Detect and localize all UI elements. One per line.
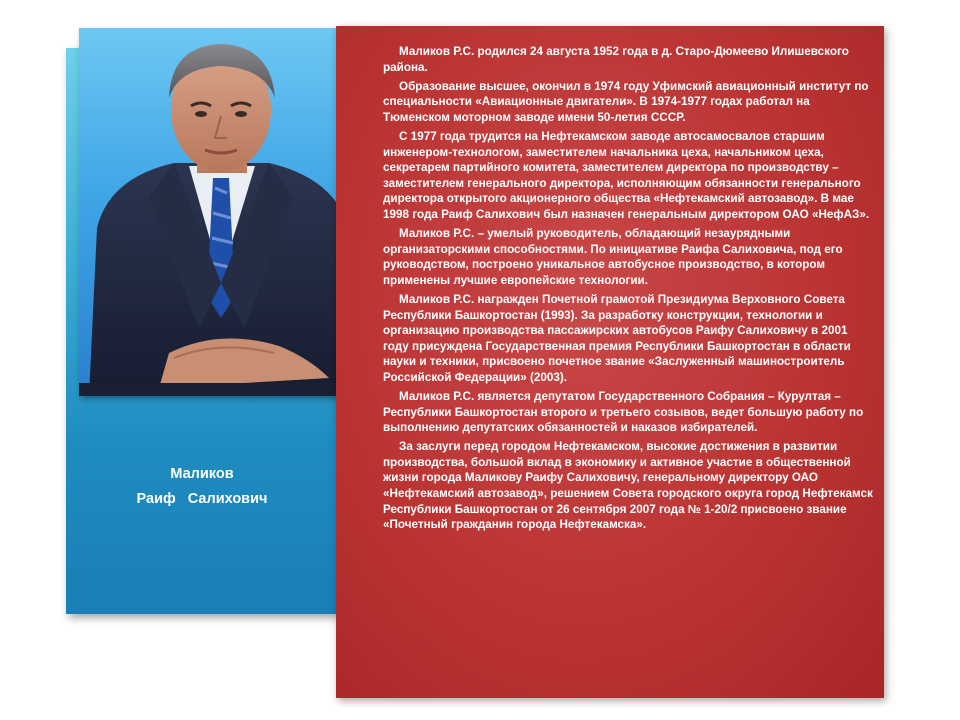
person-given-names: Раиф Салихович [136, 491, 268, 507]
bio-paragraph-7: За заслуги перед городом Нефтекамском, высокие достижения в развитии производства, большой вклад в экономику и активное участие в общественной жизни города Маликову Раифу Салиховичу, генеральному директору ОАО «Нефтекамский автозавод», решением Совета городского округа город Нефтекамск Республики Башкортостан от 26 сентября 2007 года № 1-20/2 присвоено звание «Почетный гражданин города Нефтекамска». [383, 440, 873, 532]
person-surname: Маликов [170, 466, 234, 482]
person-name [66, 462, 338, 512]
bio-paragraph-6: Маликов Р.С. является депутатом Государственного Собрания – Курултая – Республики Башкортостан второго и третьего созывов, ведет большую работу по выполнению депутатских обязанностей и наказов избирателей. [383, 389, 864, 435]
bio-paragraph-2: Образование высшее, окончил в 1974 году Уфимский авиационный институт по специальности «Авиационные двигатели». В 1974-1977 годах работал на Тюменском моторном заводе имени 50-летия СССР. [383, 79, 869, 124]
bio-paragraph-3: С 1977 года трудится на Нефтекамском заводе автосамосвалов старшим инженером-технологом, заместителем начальника цеха, начальником цеха, секретарем партийного комитета, заместителем директора по производству – заместителем генерального директора, исполняющим обязанности генерального директора открытого акционерного общества «Нефтекамский автозавод». В мае 1998 года Раиф Салихович был назначен генеральным директором ОАО «НефАЗ». [383, 129, 870, 221]
bio-paragraph-1: Маликов Р.С. родился 24 августа 1952 года в д. Старо-Дюмеево Илишевского района. [383, 45, 849, 74]
biography-text [383, 44, 873, 536]
portrait-photo [79, 28, 364, 396]
bio-paragraph-4: Маликов Р.С. – умелый руководитель, обладающий незаурядными организаторскими способностями. По инициативе Раифа Салиховича, под его руководством, построено уникальное автобусное производство, в котором применены лучшие европейские технологии. [383, 227, 843, 287]
bio-paragraph-5: Маликов Р.С. награжден Почетной грамотой Президиума Верховного Совета Республики Башкортостан (1993). За разработку конструкции, технологии и организацию производства пассажирских автобусов Раифу Салиховичу в 2001 году присуждена Государственная премия Республики Башкортостан в области науки и техники, присвоено почетное звание «Заслуженный машиностроитель Российской Федерации» (2003). [383, 292, 851, 384]
